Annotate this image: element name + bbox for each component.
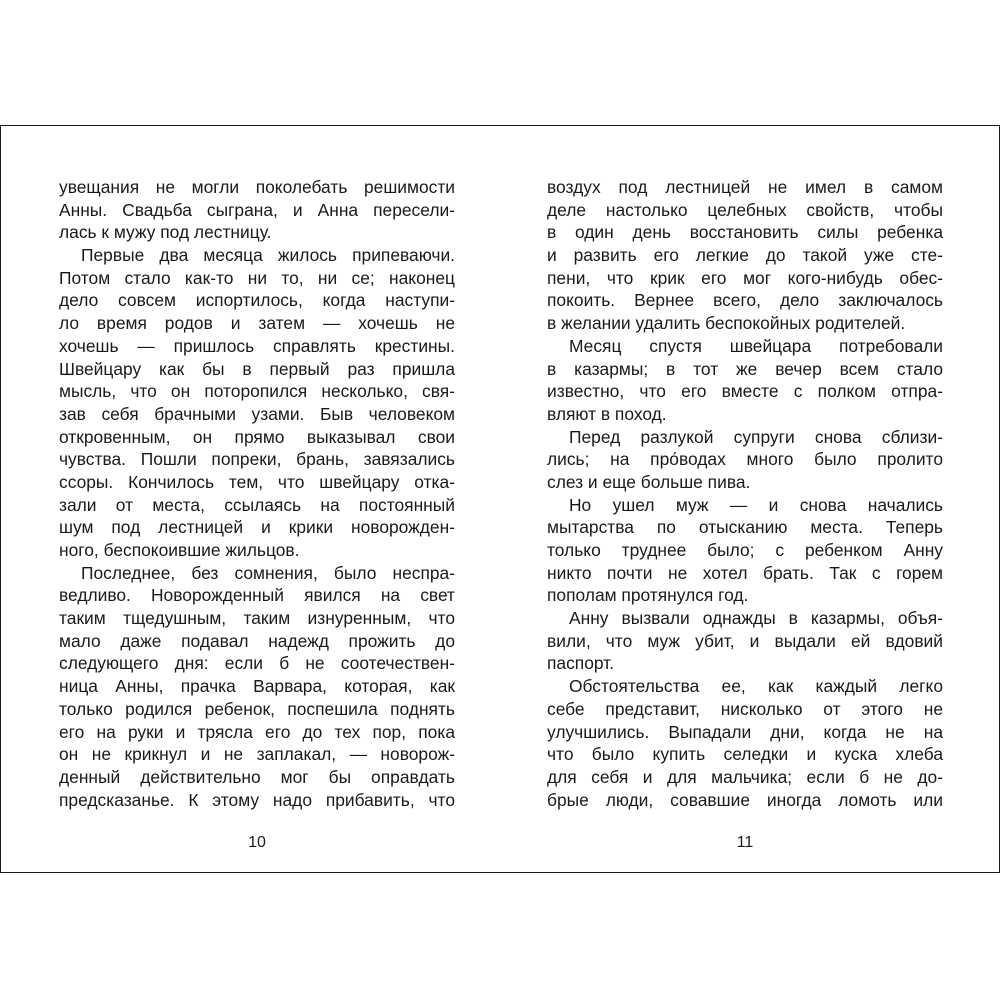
text-line: только труднее было; с ребенком Анну [547, 540, 943, 560]
text-line: мытарства по отысканию места. Теперь [547, 517, 943, 538]
text-line: Последнее, без сомнения, было неспра- [81, 562, 455, 583]
text-line: Но ушел муж — и снова начались [569, 494, 943, 515]
left-page-number: 10 [248, 834, 266, 851]
text-line: следующего дня: если б не соотечествен- [59, 653, 455, 674]
text-line: ница Анны, прачка Варвара, которая, как [59, 676, 455, 697]
text-line: Потом стало как-то ни то, ни се; наконец [59, 267, 455, 288]
text-line: воздух под лестницей не имел в самом [547, 177, 943, 197]
text-line: вляют в поход. [547, 403, 667, 424]
text-line: чувства. Пошли попреки, брань, завязались [59, 449, 455, 470]
text-line: Месяц спустя швейцара потребовали [569, 335, 943, 356]
text-line: ведливо. Новорожденный явился на свет [59, 585, 455, 606]
text-line: шум под лестницей и крики новорожден- [59, 517, 455, 538]
text-line: Швейцару как бы в первый раз пришла [59, 358, 455, 379]
text-line: пополам протянулся год. [547, 585, 749, 606]
text-line: покоить. Вернее всего, дело заключалось [547, 290, 943, 311]
text-line: вили, что муж убит, и выдали ей вдовий [547, 630, 943, 651]
text-line: мысль, что он поторопился несколько, свя- [59, 381, 455, 402]
text-line: мало даже подавал надежд прожить до [59, 630, 455, 651]
text-line: для себя и для мальчика; если б не до- [547, 766, 943, 787]
text-line: никто почти не хотел брать. Так с горем [547, 562, 943, 583]
text-line: только родился ребенок, поспешила поднять [59, 698, 455, 719]
text-line: в один день восстановить силы ребенка [547, 222, 943, 243]
right-page-text [547, 176, 943, 811]
text-line: и развить его легкие до такой уже сте- [547, 245, 943, 266]
text-line: дело совсем испортилось, когда наступи- [59, 290, 455, 311]
text-line: ссоры. Кончилось тем, что швейцару отка- [59, 471, 455, 492]
text-line: зав себя брачными узами. Быв человеком [59, 403, 455, 424]
text-line: лась к мужу под лестницу. [59, 222, 272, 243]
text-line: в казармы; в тот же вечер всем стало [547, 358, 943, 379]
book-spread [0, 125, 1000, 873]
text-line: предсказанье. К этому надо прибавить, что [59, 789, 455, 810]
text-line: он не крикнул и не заплакал, — новорож- [59, 744, 455, 765]
text-line: увещания не могли поколебать решимости [59, 177, 455, 197]
text-line: ного, беспокоившие жильцов. [59, 540, 300, 560]
text-line: откровенным, он прямо выказывал свои [59, 426, 455, 447]
text-line: Первые два месяца жилось припеваючи. [81, 245, 455, 266]
left-page-text [59, 176, 455, 811]
text-line: брые люди, совавшие иногда ломоть или [547, 789, 943, 810]
text-line: слез и еще больше пива. [547, 471, 751, 492]
text-line: денный действительно мог бы оправдать [59, 766, 455, 787]
text-line: пени, что крик его мог кого-нибудь обес- [547, 267, 943, 288]
text-line: паспорт. [547, 653, 615, 674]
text-line: зали от места, ссылаясь на постоянный [59, 494, 455, 515]
text-line: таким тщедушным, таким изнуренным, что [59, 608, 455, 629]
text-line: себе представит, нисколько от этого не [547, 698, 943, 719]
text-line: его на руки и трясла его до тех пор, пока [59, 721, 455, 742]
right-page-number: 11 [736, 834, 754, 851]
text-line: Анну вызвали однажды в казармы, объя- [569, 608, 943, 629]
text-line: что было купить селедки и куска хлеба [547, 744, 943, 765]
text-line: деле настолько целебных свойств, чтобы [547, 199, 943, 220]
text-line: хочешь — пришлось справлять крестины. [59, 335, 455, 356]
text-line: известно, что его вместе с полком отпра- [547, 381, 943, 402]
text-line: улучшились. Выпадали дни, когда не на [547, 721, 943, 742]
text-line: лись; на про́водах много было пролито [547, 449, 943, 470]
text-line: ло время родов и затем — хочешь не [59, 313, 455, 334]
text-line: Анны. Свадьба сыграна, и Анна пересели- [59, 199, 455, 220]
text-line: Перед разлукой супруги снова сблизи- [569, 426, 943, 447]
text-line: Обстоятельства ее, как каждый легко [569, 676, 943, 697]
text-line: в желании удалить беспокойных родителей. [547, 313, 906, 334]
